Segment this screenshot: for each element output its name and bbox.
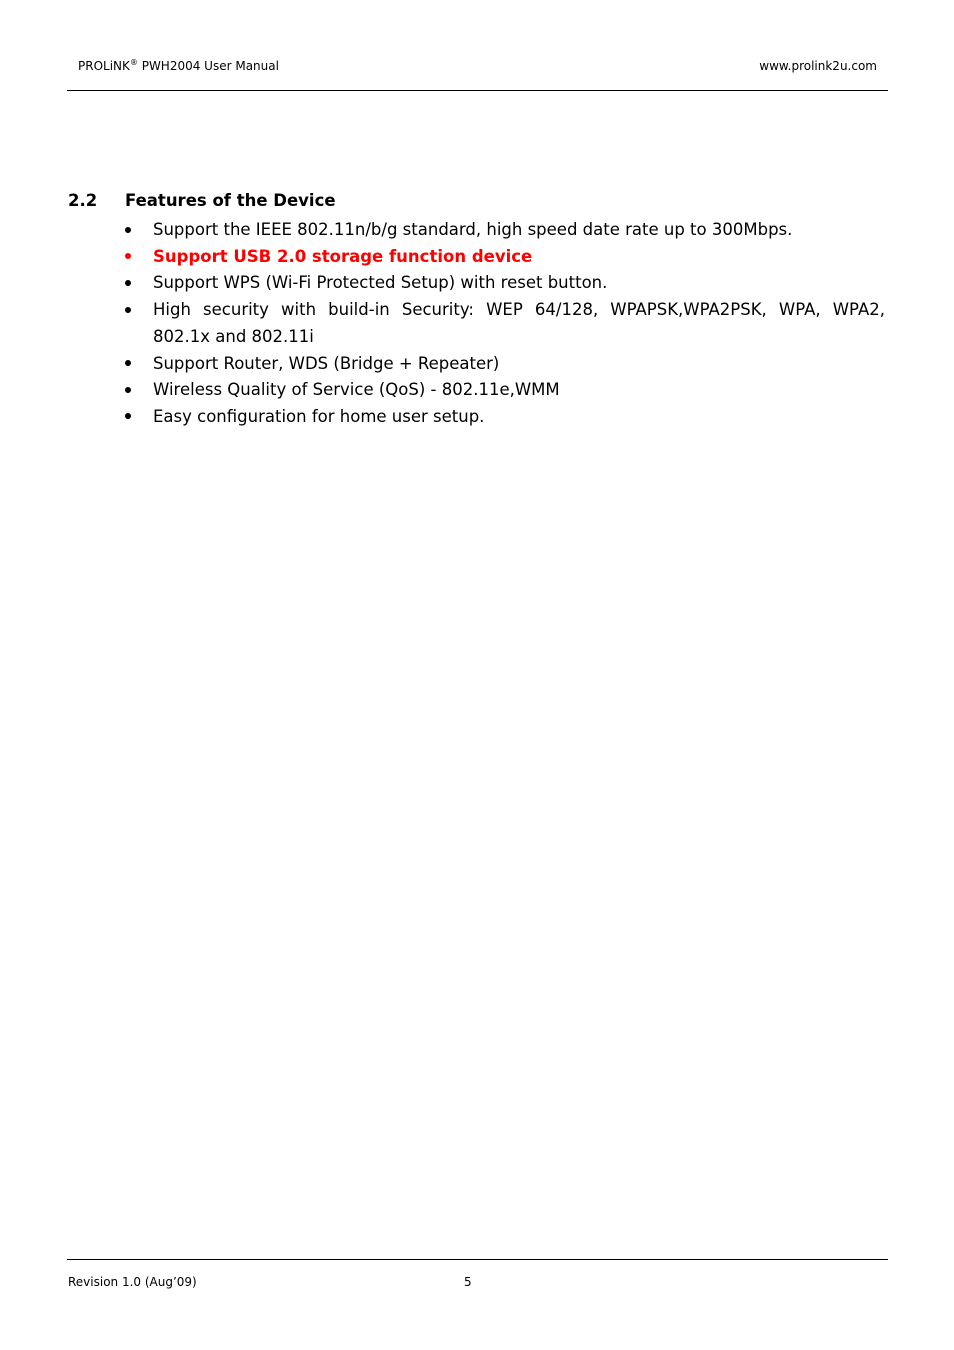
section-heading bbox=[68, 191, 336, 210]
section-number: 2.2 bbox=[68, 191, 98, 210]
page-number: 5 bbox=[464, 1275, 472, 1289]
list-item-text: High security with build-in Security: WEP 64/128, WPAPSK,WPA2PSK, WPA, WPA2, 802.1x and 802.11i bbox=[153, 300, 885, 346]
list-item-text: Support Router, WDS (Bridge + Repeater) bbox=[153, 353, 500, 373]
list-item bbox=[125, 351, 885, 378]
features-list bbox=[125, 217, 885, 431]
bullet-icon bbox=[125, 377, 145, 404]
list-item bbox=[125, 404, 885, 431]
manual-title bbox=[78, 59, 279, 73]
manual-name: PWH2004 User Manual bbox=[137, 59, 279, 73]
revision-label: Revision 1.0 (Aug’09) bbox=[68, 1275, 197, 1289]
list-item bbox=[125, 217, 885, 244]
bullet-icon bbox=[125, 297, 145, 324]
website-url: www.prolink2u.com bbox=[759, 59, 877, 73]
page-header bbox=[67, 58, 888, 78]
bullet-icon bbox=[125, 244, 145, 271]
list-item bbox=[125, 270, 885, 297]
bullet-icon bbox=[125, 351, 145, 378]
registered-mark: ® bbox=[129, 58, 138, 67]
list-item-text: Wireless Quality of Service (QoS) - 802.11e,WMM bbox=[153, 380, 560, 400]
list-item bbox=[125, 377, 885, 404]
list-item-text: Support the IEEE 802.11n/b/g standard, high speed date rate up to 300Mbps. bbox=[153, 220, 793, 239]
brand-name: PROLiNK bbox=[78, 59, 130, 73]
header-divider bbox=[67, 90, 888, 91]
bullet-icon bbox=[125, 270, 145, 297]
list-item-text: Easy configuration for home user setup. bbox=[153, 406, 485, 426]
list-item-text: Support WPS (Wi-Fi Protected Setup) with reset button. bbox=[153, 273, 608, 293]
bullet-icon bbox=[125, 404, 145, 431]
footer-divider bbox=[67, 1259, 888, 1260]
bullet-icon bbox=[125, 217, 145, 244]
list-item bbox=[125, 297, 885, 350]
section-title: Features of the Device bbox=[125, 191, 336, 210]
list-item bbox=[125, 244, 885, 271]
page-footer bbox=[67, 1275, 888, 1295]
list-item-text: Support USB 2.0 storage function device bbox=[153, 246, 533, 266]
